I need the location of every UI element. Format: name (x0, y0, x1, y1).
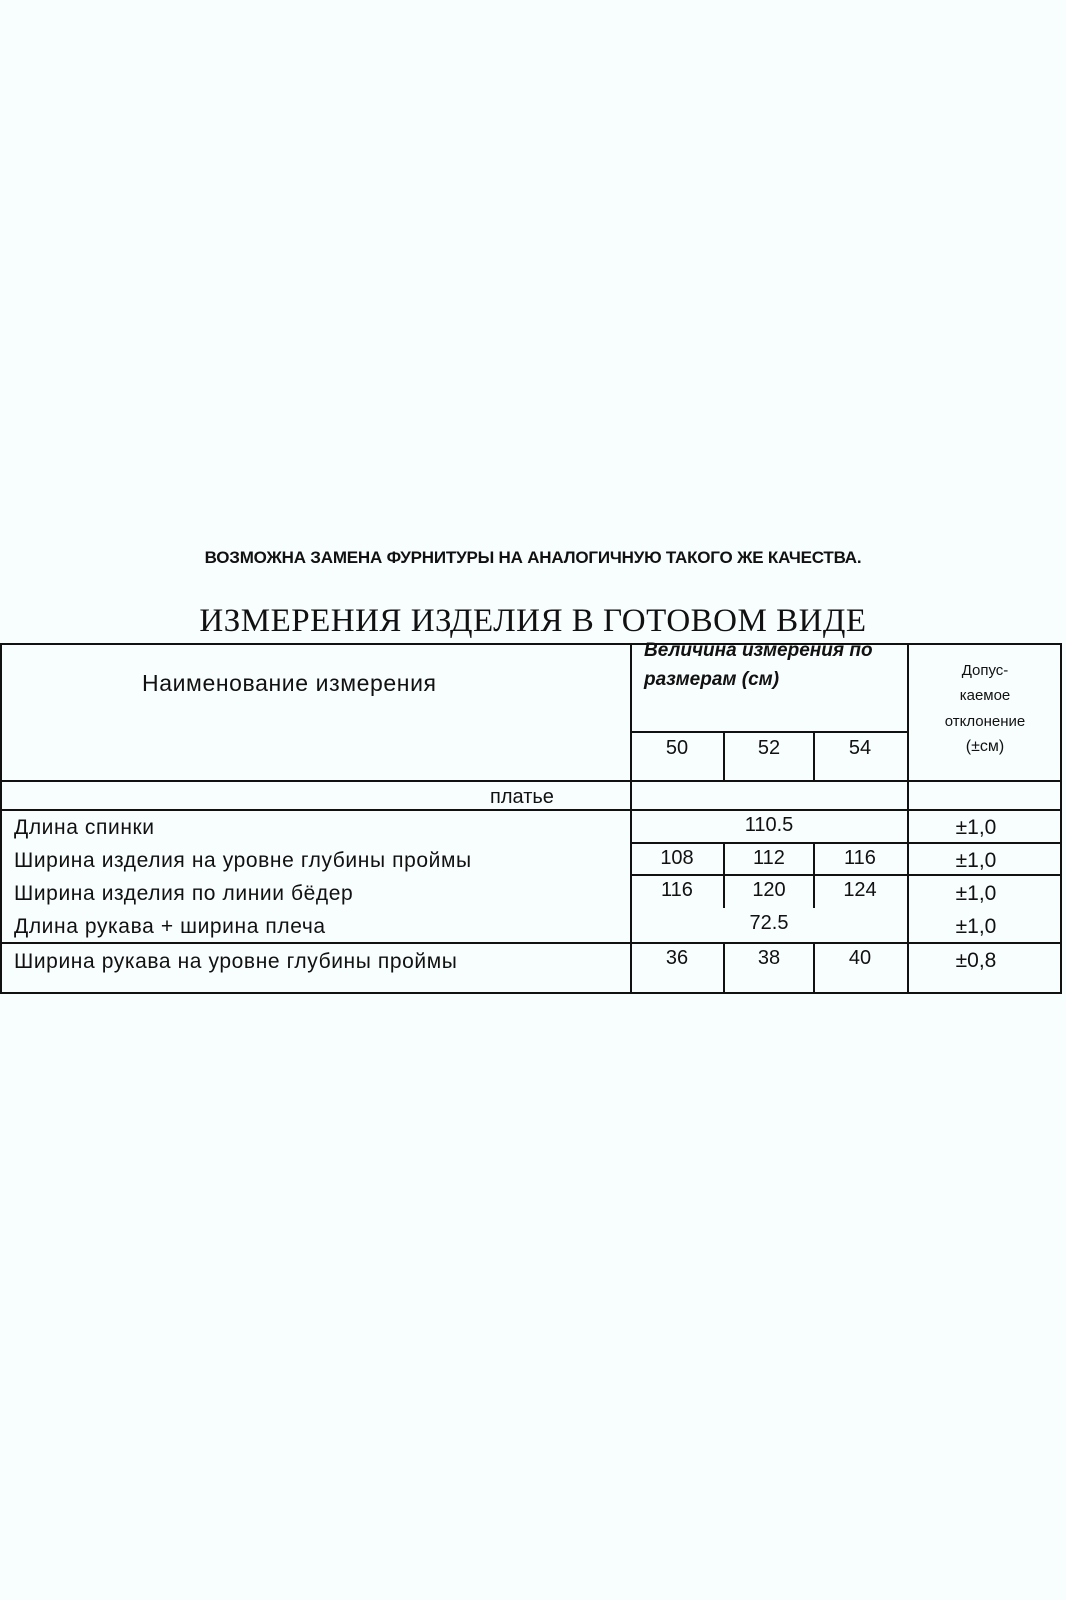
row4-name: Длина рукава + ширина плеча (14, 915, 326, 938)
row5-name: Ширина рукава на уровне глубины проймы (14, 950, 458, 973)
header-tolerance-line2: каемое (959, 687, 1011, 704)
header-name-column: Наименование измерения (142, 670, 437, 696)
header-tolerance-line3: отклонение (944, 713, 1026, 730)
row5-tolerance: ±0,8 (955, 949, 997, 972)
row2-value-54: 116 (844, 847, 876, 869)
row4-tolerance: ±1,0 (955, 915, 997, 938)
hardware-notice: ВОЗМОЖНА ЗАМЕНА ФУРНИТУРЫ НА АНАЛОГИЧНУЮ ТАКОГО ЖЕ КАЧЕСТВА. (204, 548, 862, 567)
header-values-line2: размерам (см) (644, 669, 780, 690)
row4-merged-value: 72.5 (749, 912, 789, 934)
section-label: платье (490, 786, 554, 808)
row3-value-54: 124 (843, 879, 877, 901)
row2-value-50: 108 (660, 847, 694, 869)
row1-bottom-line (630, 842, 1062, 844)
row5-value-52: 38 (757, 947, 781, 969)
row5-value-50: 36 (665, 947, 689, 969)
header-bottom-line (2, 780, 1062, 782)
row2-name: Ширина изделия на уровне глубины проймы (14, 849, 472, 872)
row1-name: Длина спинки (14, 816, 155, 839)
document-title: ИЗМЕРЕНИЯ ИЗДЕЛИЯ В ГОТОВОМ ВИДЕ (199, 603, 867, 639)
row2-value-52: 112 (753, 847, 785, 869)
row1-tolerance: ±1,0 (955, 816, 997, 839)
row3-tolerance: ±1,0 (955, 882, 997, 905)
header-values-divider (630, 731, 909, 733)
row3-name: Ширина изделия по линии бёдер (14, 882, 354, 905)
header-tolerance-line4: (±см) (965, 738, 1005, 755)
header-values-line1: Величина измерения по (644, 640, 873, 661)
row2-bottom-line (630, 874, 1062, 876)
header-size-52: 52 (757, 737, 781, 759)
row5-value-54: 40 (848, 947, 872, 969)
row3-value-52: 120 (752, 879, 786, 901)
row3-value-50: 116 (661, 879, 693, 901)
header-size-50: 50 (665, 737, 689, 759)
measurements-table (0, 640, 1062, 994)
header-tolerance-line1: Допус- (961, 662, 1009, 679)
header-size-54: 54 (848, 737, 872, 759)
row4-top-line (2, 942, 1062, 944)
row2-tolerance: ±1,0 (955, 849, 997, 872)
row1-merged-value: 110.5 (744, 814, 794, 836)
section-bottom-line (2, 809, 1062, 811)
